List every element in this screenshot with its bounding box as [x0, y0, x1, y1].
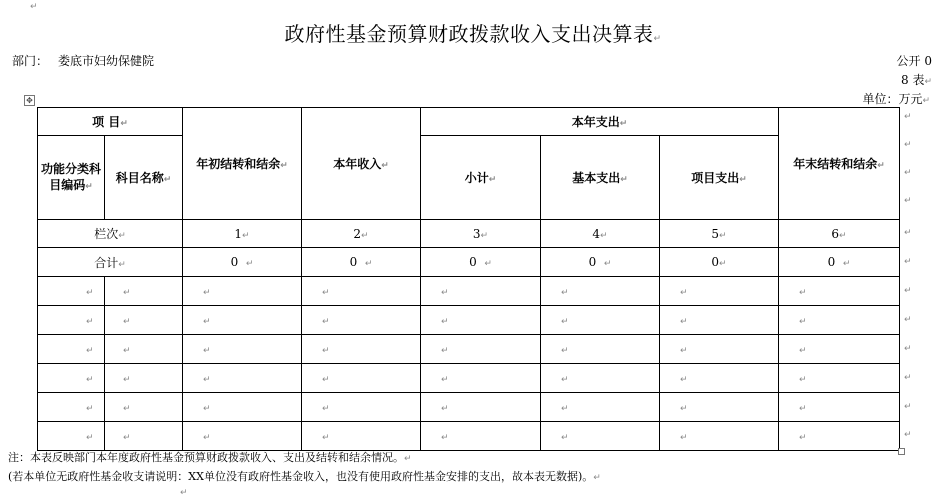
- paragraph-mark: ↵: [86, 375, 94, 385]
- paragraph-mark: ↵: [680, 375, 688, 385]
- empty-cell[interactable]: [38, 393, 105, 422]
- column-number: 2↵: [302, 220, 421, 248]
- empty-cell[interactable]: [105, 306, 183, 335]
- paragraph-mark: ↵: [653, 34, 662, 44]
- paragraph-mark: ↵: [441, 317, 449, 327]
- total-value[interactable]: 0↵: [660, 248, 779, 277]
- table-row: [38, 422, 900, 451]
- table-row: [38, 364, 900, 393]
- paragraph-mark: ↵: [86, 317, 94, 327]
- paragraph-mark: ↵: [441, 375, 449, 385]
- column-number: 5↵: [660, 220, 779, 248]
- note-line-2: (若本单位无政府性基金收支请说明：XX单位没有政府性基金收入，也没有使用政府性基金安排的支出，故本表无数据)。↵: [8, 470, 601, 483]
- paragraph-mark: ↵: [322, 433, 330, 443]
- paragraph-mark: ↵: [799, 346, 807, 356]
- fund-table: [37, 107, 900, 451]
- paragraph-mark: ↵: [203, 288, 211, 298]
- empty-cell[interactable]: [183, 422, 302, 451]
- paragraph-mark: ↵: [123, 346, 131, 356]
- paragraph-mark: ↵: [904, 112, 912, 122]
- empty-cell[interactable]: [38, 335, 105, 364]
- column-number: 3↵: [421, 220, 541, 248]
- empty-cell[interactable]: [302, 422, 421, 451]
- paragraph-mark: ↵: [123, 288, 131, 298]
- empty-cell[interactable]: [541, 306, 660, 335]
- empty-cell[interactable]: [541, 422, 660, 451]
- empty-cell[interactable]: [779, 364, 900, 393]
- empty-cell[interactable]: [421, 393, 541, 422]
- paragraph-mark: ↵: [904, 430, 912, 440]
- department-label: 部门：: [12, 54, 49, 68]
- header-income: 本年收入↵: [302, 108, 421, 220]
- table-move-handle-icon[interactable]: ✥: [24, 95, 35, 106]
- paragraph-mark: ↵: [123, 317, 131, 327]
- empty-cell[interactable]: [660, 306, 779, 335]
- total-value[interactable]: 0 ↵: [779, 248, 900, 277]
- paragraph-mark: ↵: [904, 140, 912, 150]
- paragraph-mark: ↵: [904, 196, 912, 206]
- paragraph-mark: ↵: [904, 168, 912, 178]
- empty-cell[interactable]: [421, 422, 541, 451]
- table-row: [38, 393, 900, 422]
- total-value[interactable]: 0 ↵: [302, 248, 421, 277]
- header-row-2: [38, 136, 900, 220]
- paragraph-mark: ↵: [203, 404, 211, 414]
- empty-cell[interactable]: [779, 393, 900, 422]
- paragraph-mark: ↵: [180, 488, 188, 498]
- total-value[interactable]: 0 ↵: [421, 248, 541, 277]
- empty-cell[interactable]: [183, 306, 302, 335]
- paragraph-mark: ↵: [203, 346, 211, 356]
- paragraph-mark: ↵: [561, 404, 569, 414]
- empty-cell[interactable]: [38, 277, 105, 306]
- empty-cell[interactable]: [105, 335, 183, 364]
- column-number: 6↵: [779, 220, 900, 248]
- paragraph-mark: ↵: [86, 404, 94, 414]
- paragraph-mark: ↵: [322, 288, 330, 298]
- empty-cell[interactable]: [183, 277, 302, 306]
- unit-label: [862, 90, 930, 107]
- paragraph-mark: ↵: [203, 375, 211, 385]
- empty-cell[interactable]: [105, 422, 183, 451]
- empty-cell[interactable]: [105, 277, 183, 306]
- paragraph-mark: ↵: [322, 404, 330, 414]
- header-expense-group: 本年支出↵: [421, 108, 779, 136]
- paragraph-mark: ↵: [561, 317, 569, 327]
- empty-cell[interactable]: [38, 364, 105, 393]
- table-row: [38, 277, 900, 306]
- paragraph-mark: ↵: [922, 96, 930, 106]
- column-index-label: 栏次↵: [38, 220, 183, 248]
- department-line: [12, 52, 154, 69]
- header-basic-expense: 基本支出↵: [541, 136, 660, 220]
- empty-cell[interactable]: [421, 364, 541, 393]
- empty-cell[interactable]: [660, 335, 779, 364]
- paragraph-mark: ↵: [904, 315, 912, 325]
- empty-cell[interactable]: [541, 277, 660, 306]
- paragraph-mark: ↵: [123, 375, 131, 385]
- header-row-1: [38, 108, 900, 136]
- paragraph-mark: ↵: [441, 288, 449, 298]
- empty-cell[interactable]: [660, 277, 779, 306]
- paragraph-mark: ↵: [680, 404, 688, 414]
- paragraph-mark: ↵: [30, 2, 38, 12]
- paragraph-mark: ↵: [203, 317, 211, 327]
- empty-cell[interactable]: [105, 393, 183, 422]
- paragraph-mark: ↵: [561, 288, 569, 298]
- paragraph-mark: ↵: [123, 404, 131, 414]
- empty-cell[interactable]: [779, 277, 900, 306]
- column-number: 4↵: [541, 220, 660, 248]
- page-title: [0, 18, 946, 47]
- paragraph-mark: ↵: [904, 402, 912, 412]
- empty-cell[interactable]: [38, 306, 105, 335]
- paragraph-mark: ↵: [322, 317, 330, 327]
- empty-cell[interactable]: [421, 335, 541, 364]
- paragraph-mark: ↵: [904, 344, 912, 354]
- paragraph-mark: ↵: [680, 346, 688, 356]
- empty-cell[interactable]: [421, 277, 541, 306]
- empty-cell[interactable]: [302, 364, 421, 393]
- table-resize-handle[interactable]: [898, 448, 905, 455]
- paragraph-mark: ↵: [561, 375, 569, 385]
- header-func-code: 功能分类科目编码↵: [38, 136, 105, 220]
- empty-cell[interactable]: [541, 364, 660, 393]
- paragraph-mark: ↵: [322, 375, 330, 385]
- title-text: 政府性基金预算财政拨款收入支出决算表: [284, 22, 654, 46]
- empty-cell[interactable]: [541, 335, 660, 364]
- paragraph-mark: ↵: [86, 288, 94, 298]
- total-value[interactable]: 0 ↵: [183, 248, 302, 277]
- header-project-expense: 项目支出↵: [660, 136, 779, 220]
- empty-cell[interactable]: [105, 364, 183, 393]
- header-closing-balance: 年末结转和结余↵: [779, 108, 900, 220]
- empty-cell[interactable]: [302, 306, 421, 335]
- paragraph-mark: ↵: [799, 404, 807, 414]
- header-item-group: 项 目↵: [38, 108, 183, 136]
- empty-cell[interactable]: [302, 277, 421, 306]
- paragraph-mark: ↵: [441, 433, 449, 443]
- total-label: 合计↵: [38, 248, 183, 277]
- header-subtotal: 小计↵: [421, 136, 541, 220]
- paragraph-mark: ↵: [799, 288, 807, 298]
- empty-cell[interactable]: [183, 335, 302, 364]
- empty-cell[interactable]: [779, 422, 900, 451]
- empty-cell[interactable]: [660, 393, 779, 422]
- empty-cell[interactable]: [660, 364, 779, 393]
- doc-code-line2: 8 表: [901, 73, 925, 87]
- column-index-row: [38, 220, 900, 248]
- header-subject-name: 科目名称↵: [105, 136, 183, 220]
- paragraph-mark: ↵: [924, 77, 932, 87]
- paragraph-mark: ↵: [799, 375, 807, 385]
- empty-cell[interactable]: [183, 393, 302, 422]
- column-number: 1↵: [183, 220, 302, 248]
- paragraph-mark: ↵: [680, 317, 688, 327]
- paragraph-mark: ↵: [561, 346, 569, 356]
- empty-cell[interactable]: [38, 422, 105, 451]
- total-value[interactable]: 0 ↵: [541, 248, 660, 277]
- empty-rows: [38, 277, 900, 451]
- paragraph-mark: ↵: [904, 373, 912, 383]
- note-line-1: 注：本表反映部门本年度政府性基金预算财政拨款收入、支出及结转和结余情况。↵: [8, 451, 412, 464]
- total-row: [38, 248, 900, 277]
- empty-cell[interactable]: [183, 364, 302, 393]
- header-opening-balance: 年初结转和结余↵: [183, 108, 302, 220]
- table-row: [38, 335, 900, 364]
- department-name: 娄底市妇幼保健院: [58, 54, 155, 68]
- empty-cell[interactable]: [779, 306, 900, 335]
- empty-cell[interactable]: [302, 393, 421, 422]
- paragraph-mark: ↵: [680, 288, 688, 298]
- paragraph-mark: ↵: [904, 257, 912, 267]
- empty-cell[interactable]: [660, 422, 779, 451]
- paragraph-mark: ↵: [123, 433, 131, 443]
- doc-code-line1: 公开 0: [896, 54, 932, 68]
- paragraph-mark: ↵: [203, 433, 211, 443]
- empty-cell[interactable]: [541, 393, 660, 422]
- paragraph-mark: ↵: [441, 404, 449, 414]
- table-row: [38, 306, 900, 335]
- paragraph-mark: ↵: [561, 433, 569, 443]
- empty-cell[interactable]: [421, 306, 541, 335]
- paragraph-mark: ↵: [799, 433, 807, 443]
- paragraph-mark: ↵: [322, 346, 330, 356]
- doc-code: [897, 52, 932, 88]
- unit-text: 单位：万元: [862, 92, 923, 106]
- paragraph-mark: ↵: [904, 228, 912, 238]
- paragraph-mark: ↵: [904, 286, 912, 296]
- empty-cell[interactable]: [302, 335, 421, 364]
- paragraph-mark: ↵: [86, 346, 94, 356]
- paragraph-mark: ↵: [441, 346, 449, 356]
- paragraph-mark: ↵: [680, 433, 688, 443]
- paragraph-mark: ↵: [799, 317, 807, 327]
- empty-cell[interactable]: [779, 335, 900, 364]
- paragraph-mark: ↵: [86, 433, 94, 443]
